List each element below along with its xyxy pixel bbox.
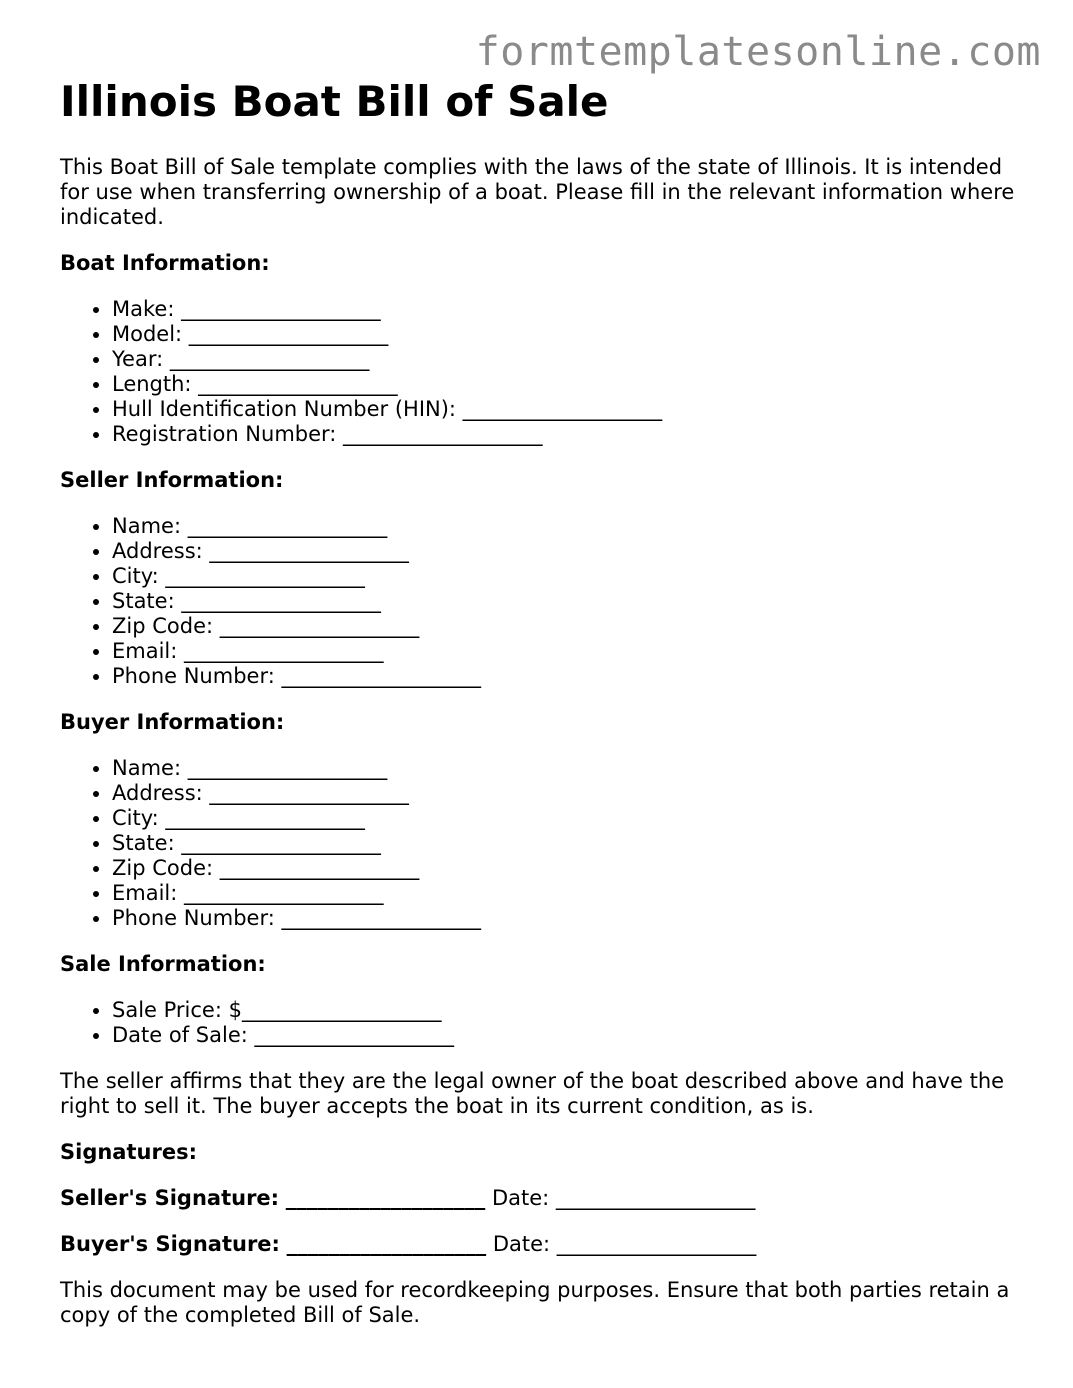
seller-name-field: • Name: ___________________ bbox=[112, 514, 1020, 539]
watermark: formtemplatesonline.com bbox=[475, 29, 1041, 75]
seller-zip-field: • Zip Code: ___________________ bbox=[112, 614, 1020, 639]
seller-info-heading: Seller Information: bbox=[60, 468, 284, 492]
buyer-state-field: • State: ___________________ bbox=[112, 831, 1020, 856]
boat-info-list bbox=[60, 297, 1020, 447]
buyer-phone-field: • Phone Number: ___________________ bbox=[112, 906, 1020, 931]
boat-registration-field: • Registration Number: ___________________ bbox=[112, 422, 1020, 447]
boat-year-field: • Year: ___________________ bbox=[112, 347, 1020, 372]
buyer-address-field: • Address: ___________________ bbox=[112, 781, 1020, 806]
seller-phone-field: • Phone Number: ___________________ bbox=[112, 664, 1020, 689]
seller-signature-row bbox=[60, 1186, 1020, 1211]
seller-city-field: • City: ___________________ bbox=[112, 564, 1020, 589]
sale-info-heading: Sale Information: bbox=[60, 952, 266, 976]
boat-make-field: • Make: ___________________ bbox=[112, 297, 1020, 322]
sale-date-field: • Date of Sale: ___________________ bbox=[112, 1023, 1020, 1048]
signatures-heading: Signatures: bbox=[60, 1140, 197, 1164]
intro-paragraph: This Boat Bill of Sale template complies with the laws of the state of Illinois. It is intended for use when transferring ownership of a boat. Please fill in the relevant information where indicated. bbox=[60, 155, 1015, 229]
buyer-signature-label: Buyer's Signature: bbox=[60, 1232, 280, 1256]
boat-hin-field: • Hull Identification Number (HIN): ___________________ bbox=[112, 397, 1020, 422]
seller-date-blank: ___________________ bbox=[555, 1186, 756, 1210]
buyer-zip-field: • Zip Code: ___________________ bbox=[112, 856, 1020, 881]
buyer-signature-blank: ___________________ bbox=[286, 1232, 487, 1256]
seller-email-field: • Email: ___________________ bbox=[112, 639, 1020, 664]
buyer-date-label: Date: bbox=[492, 1232, 551, 1256]
seller-info-list bbox=[60, 514, 1020, 689]
boat-length-field: • Length: ___________________ bbox=[112, 372, 1020, 397]
boat-model-field: • Model: ___________________ bbox=[112, 322, 1020, 347]
seller-signature-label: Seller's Signature: bbox=[60, 1186, 280, 1210]
sale-price-field: • Sale Price: $___________________ bbox=[112, 998, 1020, 1023]
seller-date-label: Date: bbox=[491, 1186, 550, 1210]
document-page bbox=[60, 76, 1020, 1328]
buyer-info-heading: Buyer Information: bbox=[60, 710, 285, 734]
page-title: Illinois Boat Bill of Sale bbox=[60, 77, 609, 126]
buyer-date-blank: ___________________ bbox=[556, 1232, 757, 1256]
sale-info-list bbox=[60, 998, 1020, 1048]
buyer-email-field: • Email: ___________________ bbox=[112, 881, 1020, 906]
affirmation-paragraph: The seller affirms that they are the legal owner of the boat described above and have the right to sell it. The buyer accepts the boat in its current condition, as is. bbox=[60, 1069, 1005, 1118]
seller-state-field: • State: ___________________ bbox=[112, 589, 1020, 614]
buyer-name-field: • Name: ___________________ bbox=[112, 756, 1020, 781]
footer-paragraph: This document may be used for recordkeeping purposes. Ensure that both parties retain a copy of the completed Bill of Sale. bbox=[60, 1278, 1010, 1327]
boat-info-heading: Boat Information: bbox=[60, 251, 270, 275]
buyer-info-list bbox=[60, 756, 1020, 931]
seller-address-field: • Address: ___________________ bbox=[112, 539, 1020, 564]
buyer-signature-row bbox=[60, 1232, 1020, 1257]
buyer-city-field: • City: ___________________ bbox=[112, 806, 1020, 831]
seller-signature-blank: ___________________ bbox=[285, 1186, 486, 1210]
